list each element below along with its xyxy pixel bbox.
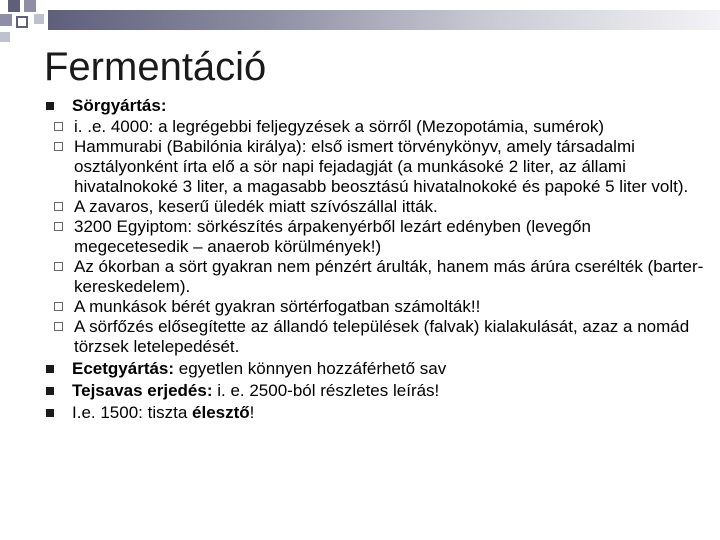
bullet-text: i. e. 2500-ból részletes leírás! (212, 381, 440, 400)
sub-bullet-text: A zavaros, keserű üledék miatt szívószállal itták. (74, 197, 438, 216)
sub-bullet-item (44, 137, 704, 197)
sub-bullet-text: i. .e. 4000: a legrégebbi feljegyzések a sörről (Mezopotámia, sumérok) (74, 117, 605, 136)
sub-bullet-item (44, 297, 704, 317)
bullet-item-eleszto (44, 402, 704, 423)
sub-bullet-text: A munkások bérét gyakran sörtérfogatban számolták!! (74, 297, 481, 316)
slide-title: Fermentáció (44, 45, 267, 89)
sub-bullet-list (44, 117, 704, 357)
sub-bullet-text: Az ókorban a sört gyakran nem pénzért árulták, hanem más árúra cserélték (barter-kereskedelem). (74, 257, 704, 296)
bullet-heading: Tejsavas erjedés: (72, 381, 213, 400)
decorative-square-outline (16, 16, 28, 28)
bullet-heading: Ecetgyártás: (72, 359, 175, 378)
sub-bullet-item (44, 217, 704, 257)
bullet-text: egyetlen könnyen hozzáférhető sav (174, 359, 447, 378)
bullet-item-ecetgyartas (44, 358, 704, 379)
sub-bullet-item (44, 257, 704, 297)
bullet-heading: Sörgyártás: (72, 96, 167, 115)
bullet-item-tejsavas-erjedes (44, 380, 704, 401)
bullet-emphasis: élesztő (192, 403, 250, 422)
decorative-square (8, 0, 20, 12)
hollow-square-bullet-icon (54, 262, 63, 271)
sub-bullet-text: Hammurabi (Babilónia királya): első ismert törvénykönyv, amely társadalmi osztályonként írta elő a sör napi fejadagját (a munkásoké 2 liter, az állami hivatalnokoké 3 liter, a magasabb beosztású hivatalnokoké és papoké 5 liter volt). (74, 137, 689, 196)
hollow-square-bullet-icon (54, 202, 63, 211)
hollow-square-bullet-icon (54, 322, 63, 331)
square-bullet-icon (46, 409, 54, 417)
square-bullet-icon (46, 365, 54, 373)
square-bullet-icon (46, 102, 54, 110)
hollow-square-bullet-icon (54, 122, 63, 131)
sub-bullet-text: A sörfőzés elősegítette az állandó települések (falvak) kialakulását, azaz a nomád törzsek letelepedését. (74, 317, 690, 356)
bullet-text-prefix: I.e. 1500: tiszta (72, 403, 193, 422)
decorative-square (0, 14, 12, 26)
bullet-item-sorgyartas (44, 95, 704, 116)
decorative-square (0, 32, 10, 42)
hollow-square-bullet-icon (54, 302, 63, 311)
decorative-square (24, 0, 36, 12)
slide-content (44, 95, 704, 424)
square-bullet-icon (46, 387, 54, 395)
bullet-text: ! (249, 403, 255, 422)
sub-bullet-item (44, 197, 704, 217)
sub-bullet-item (44, 317, 704, 357)
decorative-square (34, 14, 44, 24)
hollow-square-bullet-icon (54, 142, 63, 151)
hollow-square-bullet-icon (54, 222, 63, 231)
sub-bullet-text: 3200 Egyiptom: sörkészítés árpakenyérből lezárt edényben (levegőn megecetesedik – anaerob körülmények!) (74, 217, 591, 256)
header-gradient-bar (48, 10, 720, 30)
sub-bullet-item (44, 117, 704, 137)
